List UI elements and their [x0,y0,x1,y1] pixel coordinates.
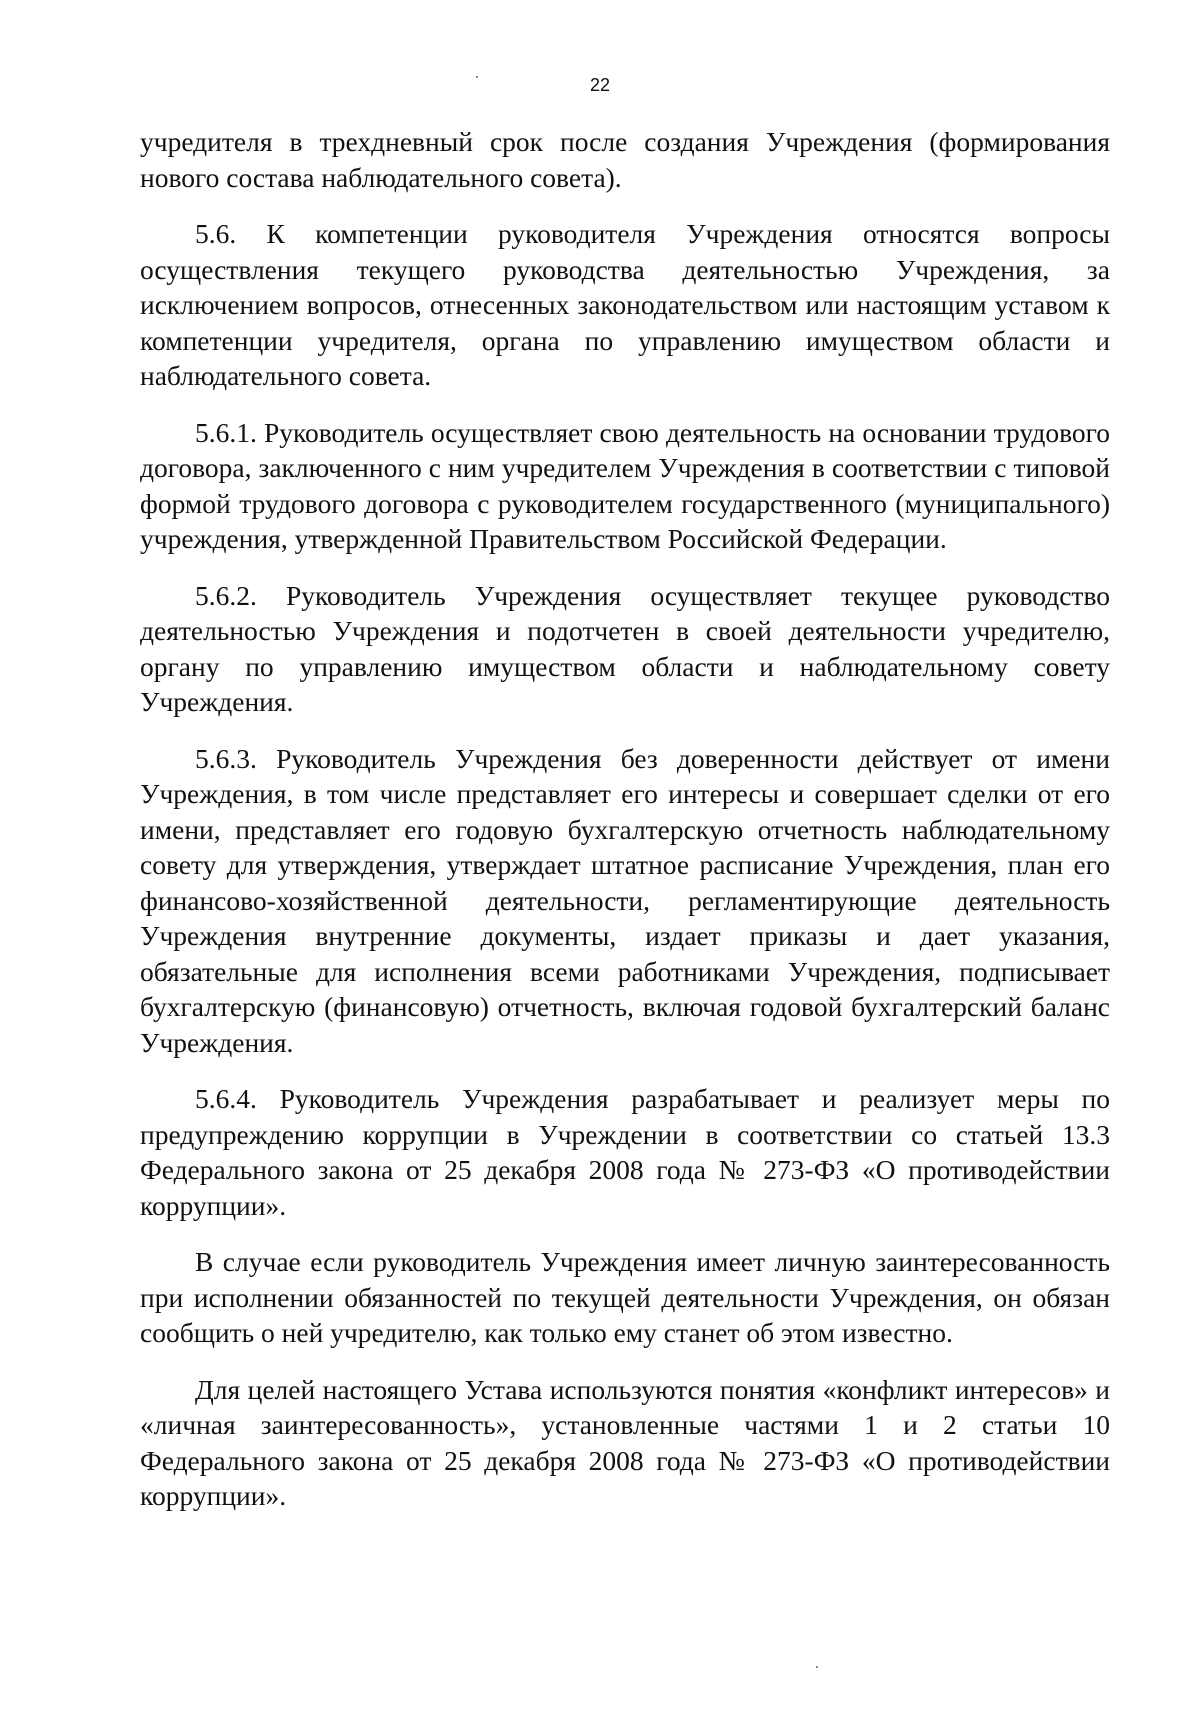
paragraph-5-6: 5.6. К компетенции руководителя Учреждения относятся вопросы осуществления текущего руководства деятельностью Учреждения, за исключением вопросов, отнесенных законодательством или настоящим уставом к компетенции учредителя, органа по управлению имуществом области и наблюдательного совета. [140,218,1110,391]
paragraph-conflict-of-interest: В случае если руководитель Учреждения имеет личную заинтересованность при исполнении обязанностей по текущей деятельности Учреждения, он обязан сообщить о ней учредителю, как только ему станет об этом известно. [140,1246,1110,1348]
paragraph-definitions: Для целей настоящего Устава используются понятия «конфликт интересов» и «личная заинтересованность», установленные частями 1 и 2 статьи 10 Федерального закона от 25 декабря 2008 года № 273-ФЗ «О противодействии коррупции». [140,1373,1110,1511]
page-number: 22 [589,75,611,95]
paragraph-5-6-4: 5.6.4. Руководитель Учреждения разрабатывает и реализует меры по предупреждению коррупции в Учреждении в соответствии со статьей 13.3 Федерального закона от 25 декабря 2008 года № 273-ФЗ «О противодействии коррупции». [140,1083,1110,1221]
scan-speck [476,76,478,78]
paragraph-5-6-3: 5.6.3. Руководитель Учреждения без доверенности действует от имени Учреждения, в том числе представляет его интересы и совершает сделки от его имени, представляет его годовую бухгалтерскую отчетность наблюдательному совету для утверждения, утверждает штатное расписание Учреждения, план его финансово-хозяйственной деятельности, регламентирующие деятельность Учреждения внутренние документы, издает приказы и дает указания, обязательные для исполнения всеми работниками Учреждения, подписывает бухгалтерскую (финансовую) отчетность, включая годовой бухгалтерский баланс Учреждения. [140,742,1110,1058]
paragraph-5-6-2: 5.6.2. Руководитель Учреждения осуществляет текущее руководство деятельностью Учреждения и подотчетен в своей деятельности учредителю, органу по управлению имуществом области и наблюдательному совету Учреждения. [140,579,1110,717]
paragraph-continuation: учредителя в трехдневный срок после создания Учреждения (формирования нового состава наблюдательного совета). [140,126,1110,193]
paragraph-5-6-1: 5.6.1. Руководитель осуществляет свою деятельность на основании трудового договора, заключенного с ним учредителем Учреждения в соответствии с типовой формой трудового договора с руководителем государственного (муниципального) учреждения, утвержденной Правительством Российской Федерации. [140,416,1110,554]
document-body [140,124,1110,1514]
scan-speck [816,1666,818,1668]
